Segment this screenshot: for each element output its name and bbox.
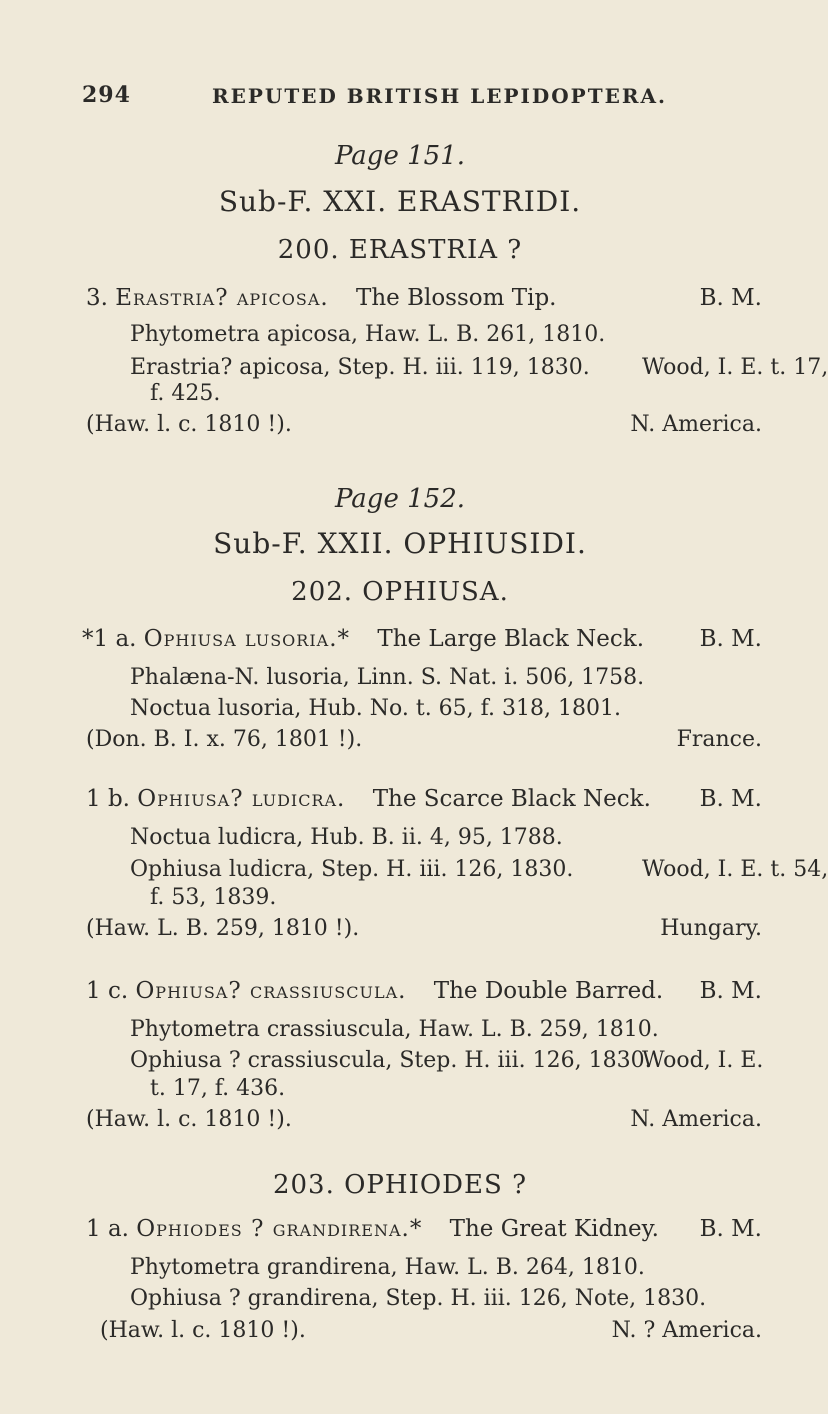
- entry-number: 1 b.: [86, 786, 130, 812]
- reference-line: [86, 1107, 762, 1132]
- synonym-line: [130, 355, 828, 380]
- common-name: The Great Kidney.: [449, 1216, 659, 1242]
- entry-number: 1 c.: [86, 978, 129, 1004]
- authority-reference: (Don. B. I. x. 76, 1801 !).: [86, 727, 363, 752]
- collection-mark: B. M.: [699, 626, 762, 652]
- collection-mark: B. M.: [699, 285, 762, 311]
- authority-reference: (Haw. L. B. 259, 1810 !).: [86, 916, 360, 941]
- locality: N. America.: [630, 1107, 762, 1132]
- genus-heading: 202. OPHIUSA.: [291, 577, 509, 607]
- collection-mark: B. M.: [699, 1216, 762, 1242]
- reference-line: [100, 1318, 762, 1343]
- authority-reference: (Haw. l. c. 1810 !).: [86, 1107, 292, 1132]
- locality: Hungary.: [660, 916, 762, 941]
- locality: N. ? America.: [611, 1318, 762, 1343]
- species-name: Ophiusa? crassiuscula.: [135, 978, 407, 1004]
- authority-reference: (Haw. l. c. 1810 !).: [100, 1318, 306, 1343]
- page-reference: Page 152.: [334, 484, 465, 514]
- page-number: 294: [82, 82, 131, 108]
- species-entry-heading: [82, 626, 770, 658]
- page-reference: Page 151.: [334, 141, 465, 171]
- running-title: REPUTED BRITISH LEPIDOPTERA.: [212, 84, 667, 108]
- reference-line: [86, 916, 762, 941]
- species-entry-heading: [86, 1216, 770, 1248]
- species-name: Ophiusa? ludicra.: [137, 786, 346, 812]
- synonym-continuation: f. 53, 1839.: [150, 885, 277, 910]
- synonym-continuation: f. 425.: [150, 381, 221, 406]
- synonym-continuation: t. 17, f. 436.: [150, 1076, 286, 1101]
- locality: N. America.: [630, 412, 762, 437]
- entry-number: *1 a.: [82, 626, 137, 652]
- synonym-line: Phytometra grandirena, Haw. L. B. 264, 1810.: [130, 1255, 645, 1280]
- genus-heading: 200. ERASTRIA ?: [277, 235, 523, 265]
- synonym-line: Noctua ludicra, Hub. B. ii. 4, 95, 1788.: [130, 825, 563, 850]
- entry-number: 3.: [86, 285, 108, 311]
- synonym-line: [130, 1048, 764, 1073]
- common-name: The Blossom Tip.: [356, 285, 557, 311]
- collection-mark: B. M.: [699, 786, 762, 812]
- species-entry-heading: [86, 285, 770, 317]
- collection-mark: B. M.: [699, 978, 762, 1004]
- common-name: The Scarce Black Neck.: [372, 786, 651, 812]
- reference-line: [86, 412, 762, 437]
- wood-reference: Wood, I. E. t. 17,: [642, 355, 828, 380]
- synonym-line: Phalæna-N. lusoria, Linn. S. Nat. i. 506, 1758.: [130, 665, 645, 690]
- synonym-line: [130, 857, 828, 882]
- species-entry-heading: [86, 786, 770, 818]
- entry-number: 1 a.: [86, 1216, 129, 1242]
- synonym-line: Phytometra apicosa, Haw. L. B. 261, 1810.: [130, 322, 606, 347]
- running-head: [82, 82, 760, 112]
- locality: France.: [676, 727, 762, 752]
- authority-reference: (Haw. l. c. 1810 !).: [86, 412, 292, 437]
- synonym-text: Ophiusa ? crassiuscula, Step. H. iii. 126, 1830.: [130, 1048, 652, 1073]
- common-name: The Double Barred.: [433, 978, 664, 1004]
- synonym-line: Phytometra crassiuscula, Haw. L. B. 259, 1810.: [130, 1017, 659, 1042]
- synonym-line: Ophiusa ? grandirena, Step. H. iii. 126, Note, 1830.: [130, 1286, 707, 1311]
- common-name: The Large Black Neck.: [377, 626, 645, 652]
- species-name: Erastria? apicosa.: [115, 285, 329, 311]
- synonym-line: Noctua lusoria, Hub. No. t. 65, f. 318, 1801.: [130, 696, 621, 721]
- genus-heading: 203. OPHIODES ?: [272, 1170, 528, 1200]
- wood-reference: Wood, I. E. t. 54,: [642, 857, 828, 882]
- species-entry-heading: [86, 978, 770, 1010]
- species-name: Ophiusa lusoria.*: [143, 626, 351, 652]
- synonym-text: Erastria? apicosa, Step. H. iii. 119, 1830.: [130, 355, 590, 380]
- synonym-text: Ophiusa ludicra, Step. H. iii. 126, 1830.: [130, 857, 574, 882]
- reference-line: [86, 727, 762, 752]
- species-name: Ophiodes ? grandirena.*: [136, 1216, 423, 1242]
- subfamily-heading: Sub-F. XXI. ERASTRIDI.: [218, 185, 582, 218]
- wood-reference: Wood, I. E.: [642, 1048, 764, 1073]
- subfamily-heading: Sub-F. XXII. OPHIUSIDI.: [213, 527, 587, 560]
